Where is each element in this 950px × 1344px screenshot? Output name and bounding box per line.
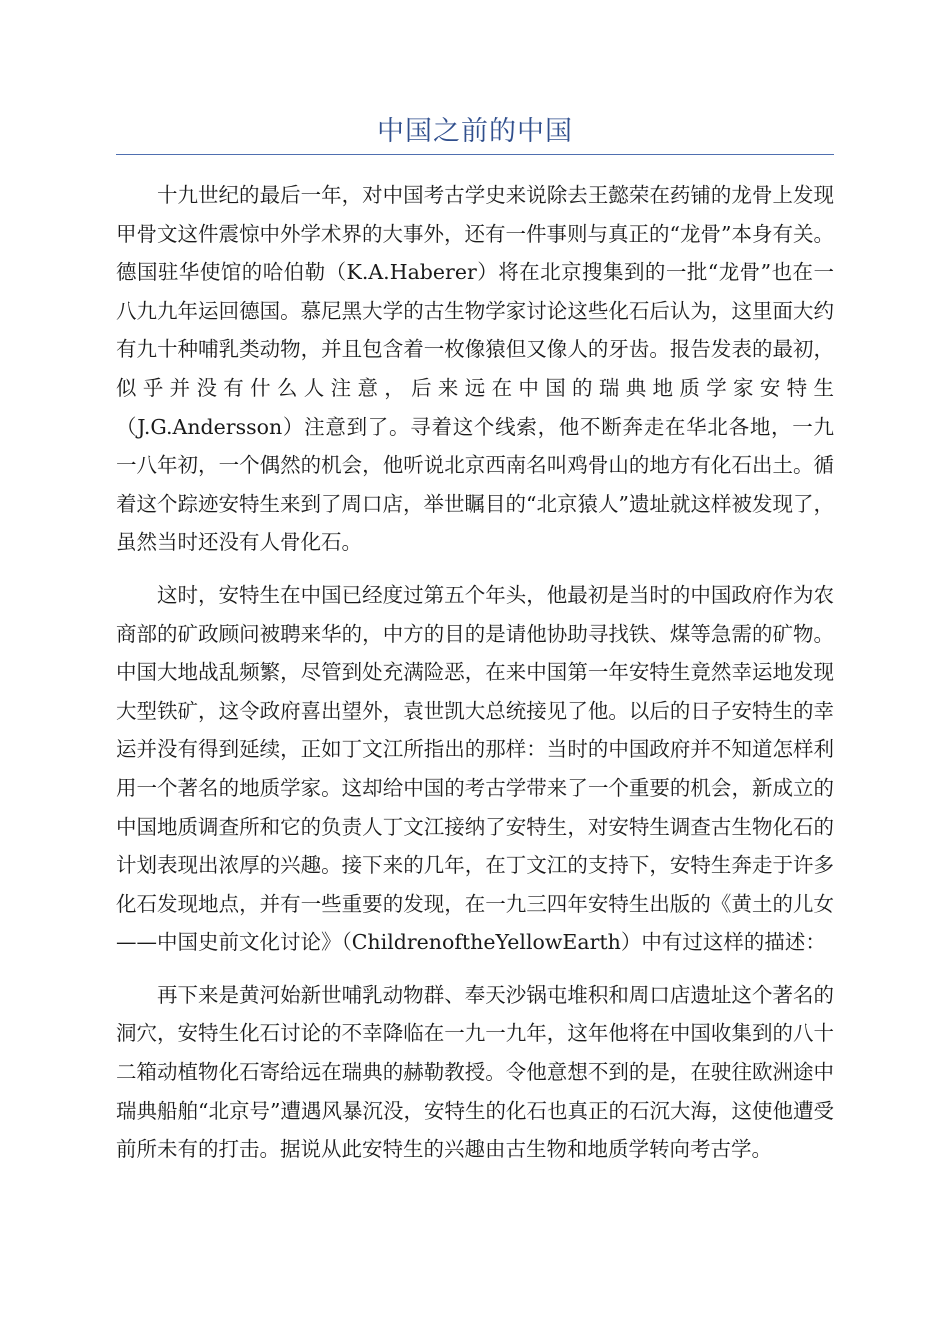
document-body xyxy=(116,176,834,1183)
document-title: 中国之前的中国 xyxy=(377,116,573,147)
paragraph-1: 十九世纪的最后一年，对中国考古学史来说除去王懿荣在药铺的龙骨上发现甲骨文这件震惊中外学术界的大事外，还有一件事则与真正的“龙骨”本身有关。德国驻华使馆的哈伯勒（K.A.Haberer）将在北京搜集到的一批“龙骨”也在一八九九年运回德国。慕尼黑大学的古生物学家讨论这些化石后认为，这里面大约有九十种哺乳类动物，并且包含着一枚像猿但又像人的牙齿。报告发表的最初，似乎并没有什么人注意，后来远在中国的瑞典地质学家安特生（J.G.Andersson）注意到了。寻着这个线索，他不断奔走在华北各地，一九一八年初，一个偶然的机会，他听说北京西南名叫鸡骨山的地方有化石出土。循着这个踪迹安特生来到了周口店，举世瞩目的“北京猿人”遗址就这样被发现了，虽然当时还没有人骨化石。 xyxy=(116,183,834,555)
paragraph-3: 再下来是黄河始新世哺乳动物群、奉天沙锅屯堆积和周口店遗址这个著名的洞穴，安特生化石讨论的不幸降临在一九一九年，这年他将在中国收集到的八十二箱动植物化石寄给远在瑞典的赫勒教授。令他意想不到的是，在驶往欧洲途中瑞典船舶“北京号”遭遇风暴沉没，安特生的化石也真正的石沉大海，这使他遭受前所未有的打击。据说从此安特生的兴趣由古生物和地质学转向考古学。 xyxy=(116,982,834,1162)
paragraph-2: 这时，安特生在中国已经度过第五个年头，他最初是当时的中国政府作为农商部的矿政顾问被聘来华的，中方的目的是请他协助寻找铁、煤等急需的矿物。中国大地战乱频繁，尽管到处充满险恶，在来中国第一年安特生竟然幸运地发现大型铁矿，这令政府喜出望外，袁世凯大总统接见了他。以后的日子安特生的幸运并没有得到延续，正如丁文江所指出的那样：当时的中国政府并不知道怎样利用一个著名的地质学家。这却给中国的考古学带来了一个重要的机会，新成立的中国地质调查所和它的负责人丁文江接纳了安特生，对安特生调查古生物化石的计划表现出浓厚的兴趣。接下来的几年，在丁文江的支持下，安特生奔走于许多化石发现地点，并有一些重要的发现，在一九三四年安特生出版的《黄土的儿女——中国史前文化讨论》（ChildrenoftheYellowEarth）中有过这样的描述： xyxy=(116,582,834,955)
title-underline xyxy=(116,154,834,155)
